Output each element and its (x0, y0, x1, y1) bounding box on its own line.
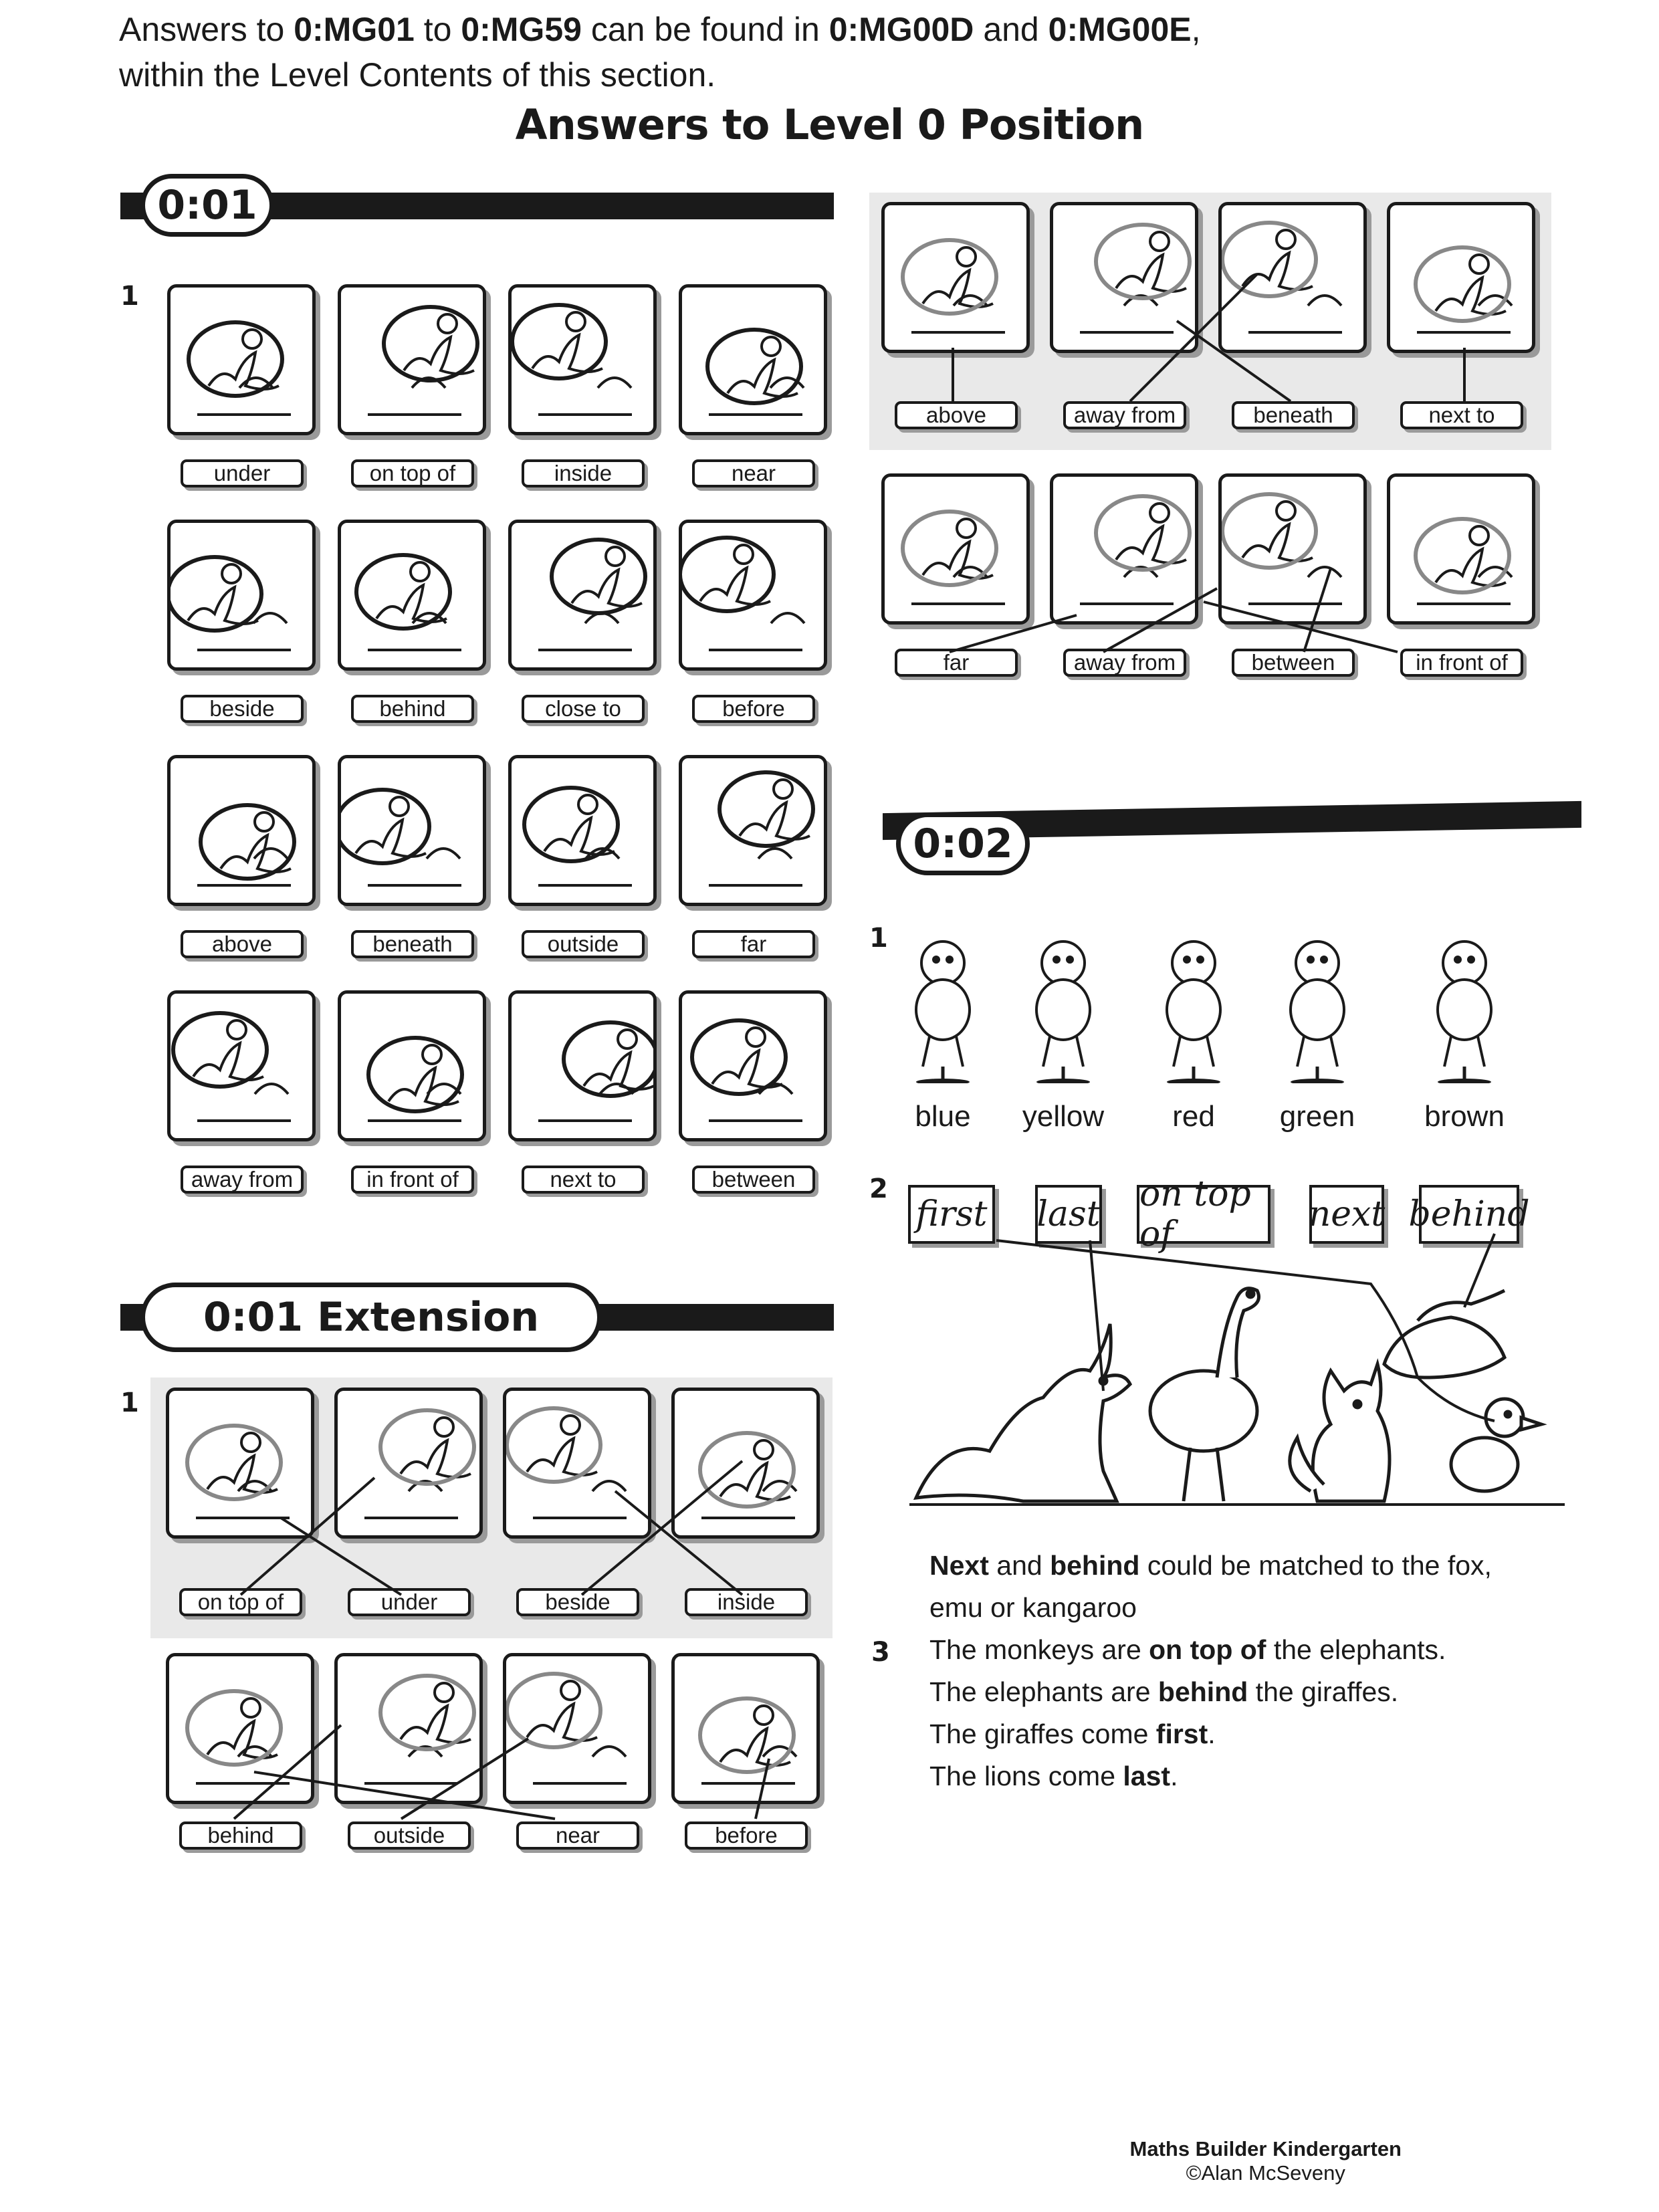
card-illustration (169, 1391, 311, 1535)
picture-card (508, 284, 657, 435)
question-number: 1 (120, 1388, 139, 1418)
answer-text: The monkeys are on top of the elephants. The elephants are behind the giraffes. The giraffes come first. The lions come last. (929, 1634, 1446, 1791)
picture-card (167, 520, 316, 671)
card-illustration (675, 1656, 816, 1801)
card-illustration (682, 758, 824, 903)
position-word-label: between (1232, 649, 1355, 677)
picture-card (1050, 473, 1198, 625)
position-word-label: next to (1400, 401, 1523, 429)
picture-card (338, 284, 486, 435)
word-box: next (1309, 1185, 1384, 1244)
question-number: 3 (871, 1637, 890, 1668)
picture-card (167, 990, 316, 1141)
position-word-label: away from (1063, 401, 1186, 429)
picture-card (338, 990, 486, 1141)
card-illustration (338, 1656, 479, 1801)
card-illustration (169, 1656, 311, 1801)
picture-card (334, 1388, 483, 1539)
position-word-label: beneath (1232, 401, 1355, 429)
position-word-label: on top of (179, 1588, 302, 1616)
picture-card (679, 990, 827, 1141)
card-illustration (341, 758, 483, 903)
picture-card (508, 520, 657, 671)
cat-illustration (1133, 929, 1254, 1083)
picture-card (508, 990, 657, 1141)
picture-card (338, 755, 486, 906)
card-illustration (506, 1391, 648, 1535)
card-illustration (1222, 205, 1363, 350)
picture-card (334, 1653, 483, 1804)
footer (1130, 2137, 1402, 2185)
position-word-label: under (181, 459, 304, 487)
card-illustration (885, 477, 1026, 621)
picture-card (1218, 202, 1367, 353)
position-word-label: close to (522, 695, 645, 723)
picture-card (1387, 202, 1535, 353)
footer-title: Maths Builder Kindergarten (1129, 2137, 1402, 2161)
position-word-label: next to (522, 1166, 645, 1194)
position-word-label: away from (181, 1166, 304, 1194)
word-box: last (1035, 1185, 1102, 1244)
intro-text: Answers to 0:MG01 to 0:MG59 can be found in 0:MG00D and 0:MG00E, within the Level Contents of this section. (119, 11, 1201, 94)
card-illustration (512, 994, 653, 1138)
picture-card (166, 1388, 314, 1539)
section-badge-0-02: 0:02 (896, 812, 1030, 875)
card-illustration (171, 523, 312, 667)
page-title: Answers to Level 0 Position (515, 100, 1144, 149)
position-word-label: before (692, 695, 815, 723)
position-word-label: beside (516, 1588, 639, 1616)
color-word: yellow (1022, 1100, 1105, 1133)
position-word-label: on top of (351, 459, 474, 487)
picture-card (671, 1388, 820, 1539)
color-word: green (1279, 1100, 1355, 1133)
card-illustration (512, 288, 653, 432)
picture-card (508, 755, 657, 906)
section-badge-extension: 0:01 Extension (140, 1283, 602, 1352)
card-illustration (675, 1391, 816, 1535)
note-text: Next and behind could be matched to the fox, emu or kangaroo (929, 1550, 1492, 1623)
position-word-label: beneath (351, 930, 474, 958)
question-number: 1 (869, 923, 888, 954)
position-word-label: in front of (351, 1166, 474, 1194)
card-illustration (1222, 477, 1363, 621)
bulldog-illustration (1257, 929, 1377, 1083)
color-word: blue (915, 1100, 971, 1133)
question-number: 1 (120, 281, 139, 312)
position-word-label: inside (522, 459, 645, 487)
picture-card (1387, 473, 1535, 625)
card-illustration (341, 523, 483, 667)
card-illustration (512, 758, 653, 903)
greyhound-illustration (1404, 929, 1525, 1083)
card-illustration (341, 994, 483, 1138)
dog-illustration (883, 929, 1003, 1083)
card-illustration (506, 1656, 648, 1801)
picture-card (671, 1653, 820, 1804)
card-illustration (512, 523, 653, 667)
card-illustration (682, 523, 824, 667)
position-word-label: outside (522, 930, 645, 958)
card-illustration (341, 288, 483, 432)
picture-card (1218, 473, 1367, 625)
position-word-label: above (895, 401, 1018, 429)
position-word-label: outside (348, 1821, 471, 1850)
position-word-label: inside (685, 1588, 808, 1616)
picture-card (1050, 202, 1198, 353)
footer-copyright: ©Alan McSeveny (1186, 2161, 1345, 2185)
picture-card (166, 1653, 314, 1804)
picture-card (167, 284, 316, 435)
card-illustration (682, 288, 824, 432)
card-illustration (1390, 205, 1532, 350)
position-word-label: beside (181, 695, 304, 723)
word-box: first (908, 1185, 995, 1244)
picture-card (503, 1653, 651, 1804)
position-word-label: between (692, 1166, 815, 1194)
picture-card (503, 1388, 651, 1539)
position-word-label: near (692, 459, 815, 487)
picture-card (881, 473, 1030, 625)
card-illustration (338, 1391, 479, 1535)
section-badge-0-01: 0:01 (140, 174, 274, 237)
card-illustration (682, 994, 824, 1138)
card-illustration (171, 994, 312, 1138)
picture-card (881, 202, 1030, 353)
card-illustration (171, 288, 312, 432)
picture-card (679, 284, 827, 435)
picture-card (338, 520, 486, 671)
position-word-label: far (692, 930, 815, 958)
word-box: on top of (1137, 1185, 1270, 1244)
picture-card (679, 520, 827, 671)
position-word-label: before (685, 1821, 808, 1850)
card-illustration (171, 758, 312, 903)
card-illustration (1390, 477, 1532, 621)
position-word-label: above (181, 930, 304, 958)
card-illustration (1053, 477, 1195, 621)
card-illustration (885, 205, 1026, 350)
position-word-label: in front of (1400, 649, 1523, 677)
position-word-label: near (516, 1821, 639, 1850)
position-word-label: under (348, 1588, 471, 1616)
picture-card (679, 755, 827, 906)
position-word-label: behind (179, 1821, 302, 1850)
color-word: red (1172, 1100, 1215, 1133)
animal-scene-illustration (903, 1270, 1565, 1525)
position-word-label: away from (1063, 649, 1186, 677)
card-illustration (1053, 205, 1195, 350)
cowboy-dog-illustration (1003, 929, 1123, 1083)
position-word-label: behind (351, 695, 474, 723)
word-box: behind (1419, 1185, 1519, 1244)
color-word: brown (1424, 1100, 1505, 1133)
picture-card (167, 755, 316, 906)
question-number: 2 (869, 1174, 888, 1204)
position-word-label: far (895, 649, 1018, 677)
